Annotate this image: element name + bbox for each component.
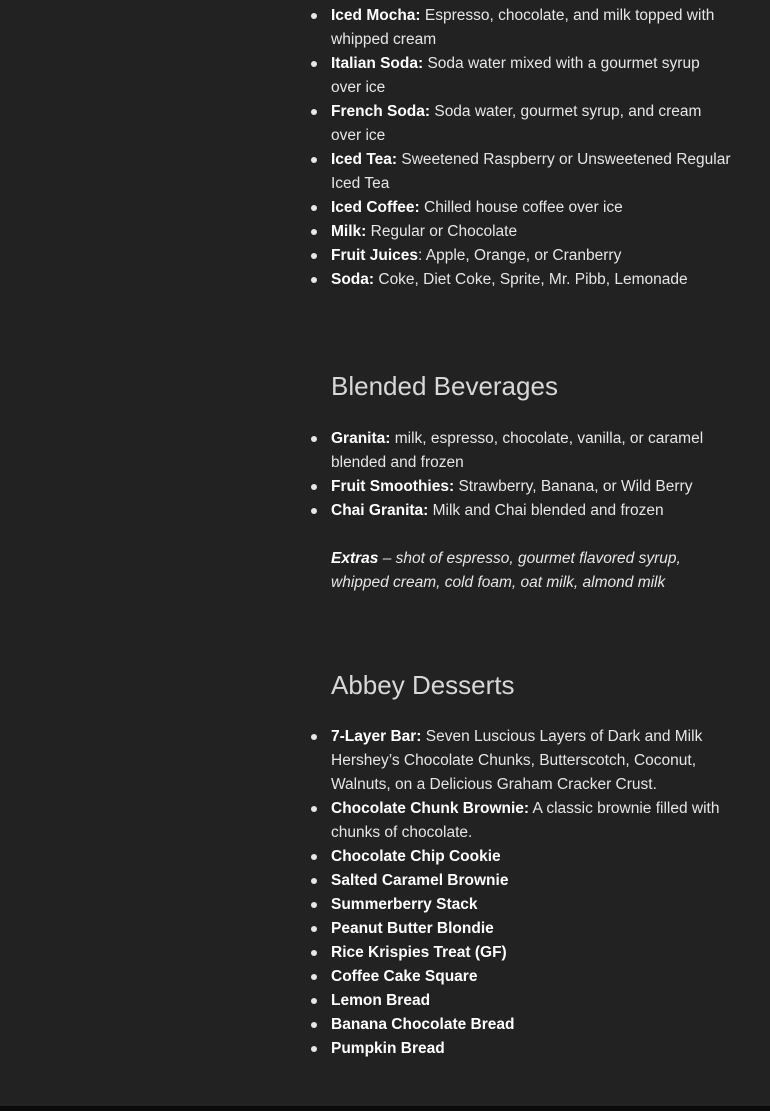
extras-label: Extras: [331, 550, 379, 567]
list-item: [311, 965, 731, 989]
item-name: Summerberry Stack: [331, 896, 478, 913]
item-name: Iced Mocha:: [331, 7, 421, 24]
item-name: Fruit Juices: [331, 247, 418, 264]
item-description: Sweetened Raspberry or Unsweetened Regular Iced Tea: [331, 151, 731, 192]
list-item: [311, 244, 731, 268]
list-item: [311, 4, 731, 52]
list-item: [311, 869, 731, 893]
list-item: [311, 917, 731, 941]
item-description: Soda water, gourmet syrup, and cream over ice: [331, 103, 702, 144]
item-description: : Apple, Orange, or Cranberry: [418, 247, 622, 264]
list-item: [311, 1037, 731, 1061]
list-item: [311, 196, 731, 220]
desserts-list: [311, 725, 731, 1061]
item-name: Granita:: [331, 430, 391, 447]
item-name: Banana Chocolate Bread: [331, 1016, 515, 1033]
item-name: Coffee Cake Square: [331, 968, 478, 985]
blended-list: [311, 427, 731, 523]
item-name: Soda:: [331, 271, 375, 288]
list-item: [311, 725, 731, 797]
spacer: [311, 402, 731, 427]
item-name: Iced Tea:: [331, 151, 398, 168]
list-item: [311, 100, 731, 148]
list-item: [311, 893, 731, 917]
item-description: Chilled house coffee over ice: [419, 199, 623, 216]
list-item: [311, 797, 731, 845]
spacer: [311, 523, 731, 547]
item-name: French Soda:: [331, 103, 431, 120]
list-item: [311, 475, 731, 499]
item-description: Espresso, chocolate, and milk topped with whipped cream: [331, 7, 715, 48]
list-item: [311, 989, 731, 1013]
list-item: [311, 499, 731, 523]
spacer: [311, 701, 731, 725]
item-name: Chocolate Chunk Brownie:: [331, 800, 530, 817]
item-description: A classic brownie filled with chunks of chocolate.: [331, 800, 720, 841]
extras-text: – shot of espresso, gourmet flavored syrup, whipped cream, cold foam, oat milk, almond milk: [331, 550, 681, 591]
item-name: Peanut Butter Blondie: [331, 920, 494, 937]
section-title-blended: Blended Beverages: [331, 371, 558, 401]
item-name: Salted Caramel Brownie: [331, 872, 509, 889]
item-description: Soda water mixed with a gourmet syrup over ice: [331, 55, 700, 96]
item-description: Regular or Chocolate: [366, 223, 518, 240]
item-name: Italian Soda:: [331, 55, 424, 72]
list-item: [311, 941, 731, 965]
item-description: Seven Luscious Layers of Dark and Milk Hershey’s Chocolate Chunks, Butterscotch, Coconut, Walnuts, on a Delicious Graham Cracker Crust.: [331, 728, 703, 793]
item-description: Strawberry, Banana, or Wild Berry: [454, 478, 693, 495]
spacer: [311, 292, 731, 370]
list-item: [311, 427, 731, 475]
item-name: Rice Krispies Treat (GF): [331, 944, 507, 961]
spacer: [311, 595, 731, 669]
item-description: Milk and Chai blended and frozen: [428, 502, 664, 519]
list-item: [311, 845, 731, 869]
item-name: Pumpkin Bread: [331, 1040, 445, 1057]
extras-note: [311, 547, 731, 595]
list-item: [311, 1013, 731, 1037]
item-name: Lemon Bread: [331, 992, 431, 1009]
item-name: Fruit Smoothies:: [331, 478, 455, 495]
list-item: [311, 148, 731, 196]
item-name: Chai Granita:: [331, 502, 429, 519]
cold-drinks-list: [311, 0, 731, 292]
menu-content: [311, 0, 731, 1061]
item-description: milk, espresso, chocolate, vanilla, or caramel blended and frozen: [331, 430, 704, 471]
list-item: [311, 220, 731, 244]
item-description: Coke, Diet Coke, Sprite, Mr. Pibb, Lemonade: [374, 271, 688, 288]
list-item: [311, 52, 731, 100]
item-name: Iced Coffee:: [331, 199, 420, 216]
footer-divider: [0, 1106, 770, 1111]
item-name: Milk:: [331, 223, 367, 240]
list-item: [311, 268, 731, 292]
section-title-desserts: Abbey Desserts: [331, 670, 515, 700]
item-name: Chocolate Chip Cookie: [331, 848, 501, 865]
item-name: 7-Layer Bar:: [331, 728, 422, 745]
